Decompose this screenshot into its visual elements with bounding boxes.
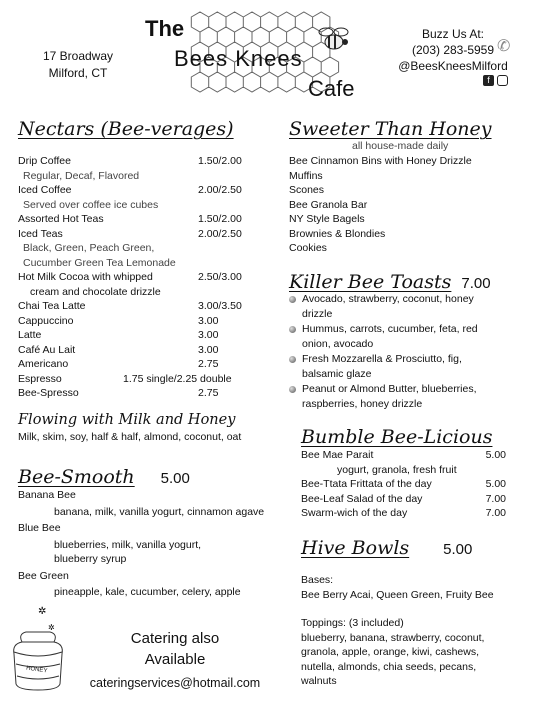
list-item: Brownies & Blondies: [289, 227, 386, 240]
smoothie-name: Bee Green: [18, 569, 69, 582]
catering: [70, 628, 280, 690]
item-price: 3.00: [198, 314, 219, 327]
honey-label: HONEY: [25, 665, 48, 675]
social-icons: [388, 75, 508, 86]
list-item: Scones: [289, 184, 325, 196]
hive-heading: [301, 537, 472, 559]
list-item: Cookies: [289, 242, 327, 254]
smooth-list: [18, 488, 278, 602]
smoothie-name: Blue Bee: [18, 522, 61, 534]
smoothie-desc: banana, milk, vanilla yogurt, cinnamon agave: [54, 505, 265, 518]
item-name: Americano: [18, 358, 69, 370]
menu-item: [301, 506, 506, 521]
item-price: 5.00: [485, 478, 506, 490]
menu-item: [18, 212, 268, 227]
item-name: Bee-Leaf Salad of the day: [301, 492, 423, 505]
item-price: 1.50/2.00: [198, 155, 242, 167]
menu-item: [18, 386, 268, 401]
address-line1: 17 Broadway: [42, 49, 114, 63]
address: [40, 48, 116, 82]
bumble-list: [301, 448, 506, 521]
bullet-icon: [289, 386, 296, 393]
phone-icon: ✆: [497, 38, 511, 55]
item-name: Cappuccino: [18, 314, 74, 327]
item-name: Iced Teas: [18, 227, 63, 240]
toasts-title: Killer Bee Toasts: [289, 271, 452, 293]
menu-item: [301, 477, 506, 492]
sweeter-title: Sweeter Than Honey: [289, 118, 492, 140]
menu-item: [18, 227, 268, 242]
hive-toppings: blueberry, banana, strawberry, coconut, granola, apple, orange, kiwi, cashews, nutella, almonds, chia seeds, pecans, walnuts: [301, 631, 485, 687]
item-note: Regular, Decaf, Flavored: [23, 169, 140, 182]
smooth-title: Bee-Smooth: [18, 466, 135, 488]
logo-cafe: Cafe: [308, 76, 355, 101]
item-price: 2.75: [198, 358, 219, 370]
item-note: Black, Green, Peach Green, Cucumber Green Tea Lemonade: [23, 242, 176, 269]
bee-icon: [314, 24, 354, 61]
logo-the: The: [145, 16, 185, 41]
item-price: 3.00: [198, 343, 219, 356]
menu-item: [18, 299, 268, 314]
toast-text: Fresh Mozzarella & Prosciutto, fig, balsamic glaze: [302, 353, 462, 380]
item-note: yogurt, granola, fresh fruit: [337, 463, 457, 476]
item-note: Served over coffee ice cubes: [23, 198, 159, 211]
catering-line1: Catering also: [130, 630, 220, 647]
list-item: NY Style Bagels: [289, 213, 365, 225]
toast-item: [289, 292, 499, 321]
menu-item: [18, 183, 268, 198]
item-price: 2.75: [198, 387, 219, 399]
catering-email[interactable]: cateringservices@hotmail.com: [89, 676, 261, 690]
menu-item: [18, 328, 268, 343]
item-name: Bee Mae Parait: [301, 449, 374, 461]
sweeter-subtitle: all house-made daily: [352, 140, 449, 152]
contact: [388, 26, 518, 86]
bullet-icon: [289, 296, 296, 303]
menu-item: [18, 154, 268, 169]
item-name: Hot Milk Cocoa with whipped: [18, 271, 153, 283]
smoothie-name: Banana Bee: [18, 489, 76, 501]
item-note: cream and chocolate drizzle: [30, 285, 161, 298]
hive-title: Hive Bowls: [301, 537, 410, 559]
nectars-list: [18, 154, 268, 401]
toasts-heading: [289, 271, 491, 293]
buzz-label: Buzz Us At:: [421, 27, 485, 41]
menu-item: [301, 492, 506, 507]
milk-title: Flowing with Milk and Honey: [18, 412, 236, 428]
item-price: 2.00/2.50: [198, 184, 242, 196]
item-price: 7.00: [485, 507, 506, 519]
item-name: Swarm-wich of the day: [301, 507, 408, 519]
bumble-title: Bumble Bee-Licious: [301, 426, 493, 448]
item-name: Iced Coffee: [18, 184, 72, 196]
menu-item: [18, 357, 268, 372]
bullet-icon: [289, 356, 296, 363]
smoothie-desc: pineapple, kale, cucumber, celery, apple: [54, 586, 241, 598]
hive-bases: Bee Berry Acai, Queen Green, Fruity Bee: [301, 588, 494, 601]
toasts-price: 7.00: [461, 275, 491, 292]
smooth-heading: [18, 466, 190, 488]
honey-pot: [8, 604, 68, 699]
hive-details: [301, 573, 511, 689]
address-line2: Milford, CT: [48, 66, 108, 80]
toast-item: [289, 322, 499, 351]
item-price: 1.75 single/2.25 double: [123, 372, 232, 385]
item-price: 5.00: [485, 449, 506, 461]
item-name: Chai Tea Latte: [18, 300, 86, 312]
list-item: Muffins: [289, 169, 323, 182]
phone-number: (203) 283-5959: [411, 43, 495, 57]
menu-item: [18, 314, 268, 329]
item-name: Drip Coffee: [18, 155, 71, 167]
item-price: 2.00/2.50: [198, 227, 242, 240]
hive-price: 5.00: [443, 541, 473, 558]
toast-text: Avocado, strawberry, coconut, honey drizzle: [302, 293, 474, 320]
facebook-icon: f: [483, 75, 494, 86]
toast-item: [289, 382, 499, 411]
item-price: 3.00: [198, 329, 219, 341]
hive-toppings-label: Toppings: (3 included): [301, 617, 404, 629]
bee-doodle-icon: ✲: [38, 606, 47, 617]
milk-text: Milk, skim, soy, half & half, almond, coconut, oat: [18, 431, 242, 443]
sweeter-list: [289, 154, 472, 256]
toast-text: Hummus, carrots, cucumber, feta, red onion, avocado: [302, 323, 478, 350]
bullet-icon: [289, 326, 296, 333]
item-name: Café Au Lait: [18, 343, 76, 356]
item-name: Latte: [18, 329, 42, 341]
svg-text:✲: ✲: [48, 623, 55, 632]
toast-text: Peanut or Almond Butter, blueberries, raspberries, honey drizzle: [302, 383, 477, 410]
list-item: Bee Cinnamon Bins with Honey Drizzle: [289, 155, 472, 167]
list-item: Bee Granola Bar: [289, 198, 368, 211]
catering-line2: Available: [144, 651, 206, 668]
menu-item: [301, 448, 506, 463]
item-name: Espresso: [18, 372, 62, 385]
hive-bases-label: Bases:: [301, 574, 334, 586]
logo: [140, 10, 370, 110]
toast-item: [289, 352, 499, 381]
nectars-title: Nectars (Bee-verages): [18, 118, 234, 140]
item-price: 7.00: [485, 492, 506, 505]
item-name: Bee-Spresso: [18, 387, 79, 399]
social-handle: @BeesKneesMilford: [398, 59, 508, 73]
toasts-list: [289, 292, 499, 412]
menu-item: [18, 372, 268, 387]
instagram-icon: [497, 75, 508, 86]
menu-item: [18, 343, 268, 358]
item-price: 3.00/3.50: [198, 300, 242, 312]
item-name: Bee-Ttata Frittata of the day: [301, 478, 432, 490]
item-price: 1.50/2.00: [198, 213, 242, 225]
item-name: Assorted Hot Teas: [18, 213, 104, 225]
menu-item: [18, 270, 268, 285]
smooth-price: 5.00: [160, 470, 190, 487]
item-price: 2.50/3.00: [198, 271, 242, 283]
smoothie-desc: blueberries, milk, vanilla yogurt, blueberry syrup: [54, 538, 202, 565]
logo-bees-knees: Bees Knees: [174, 46, 303, 71]
